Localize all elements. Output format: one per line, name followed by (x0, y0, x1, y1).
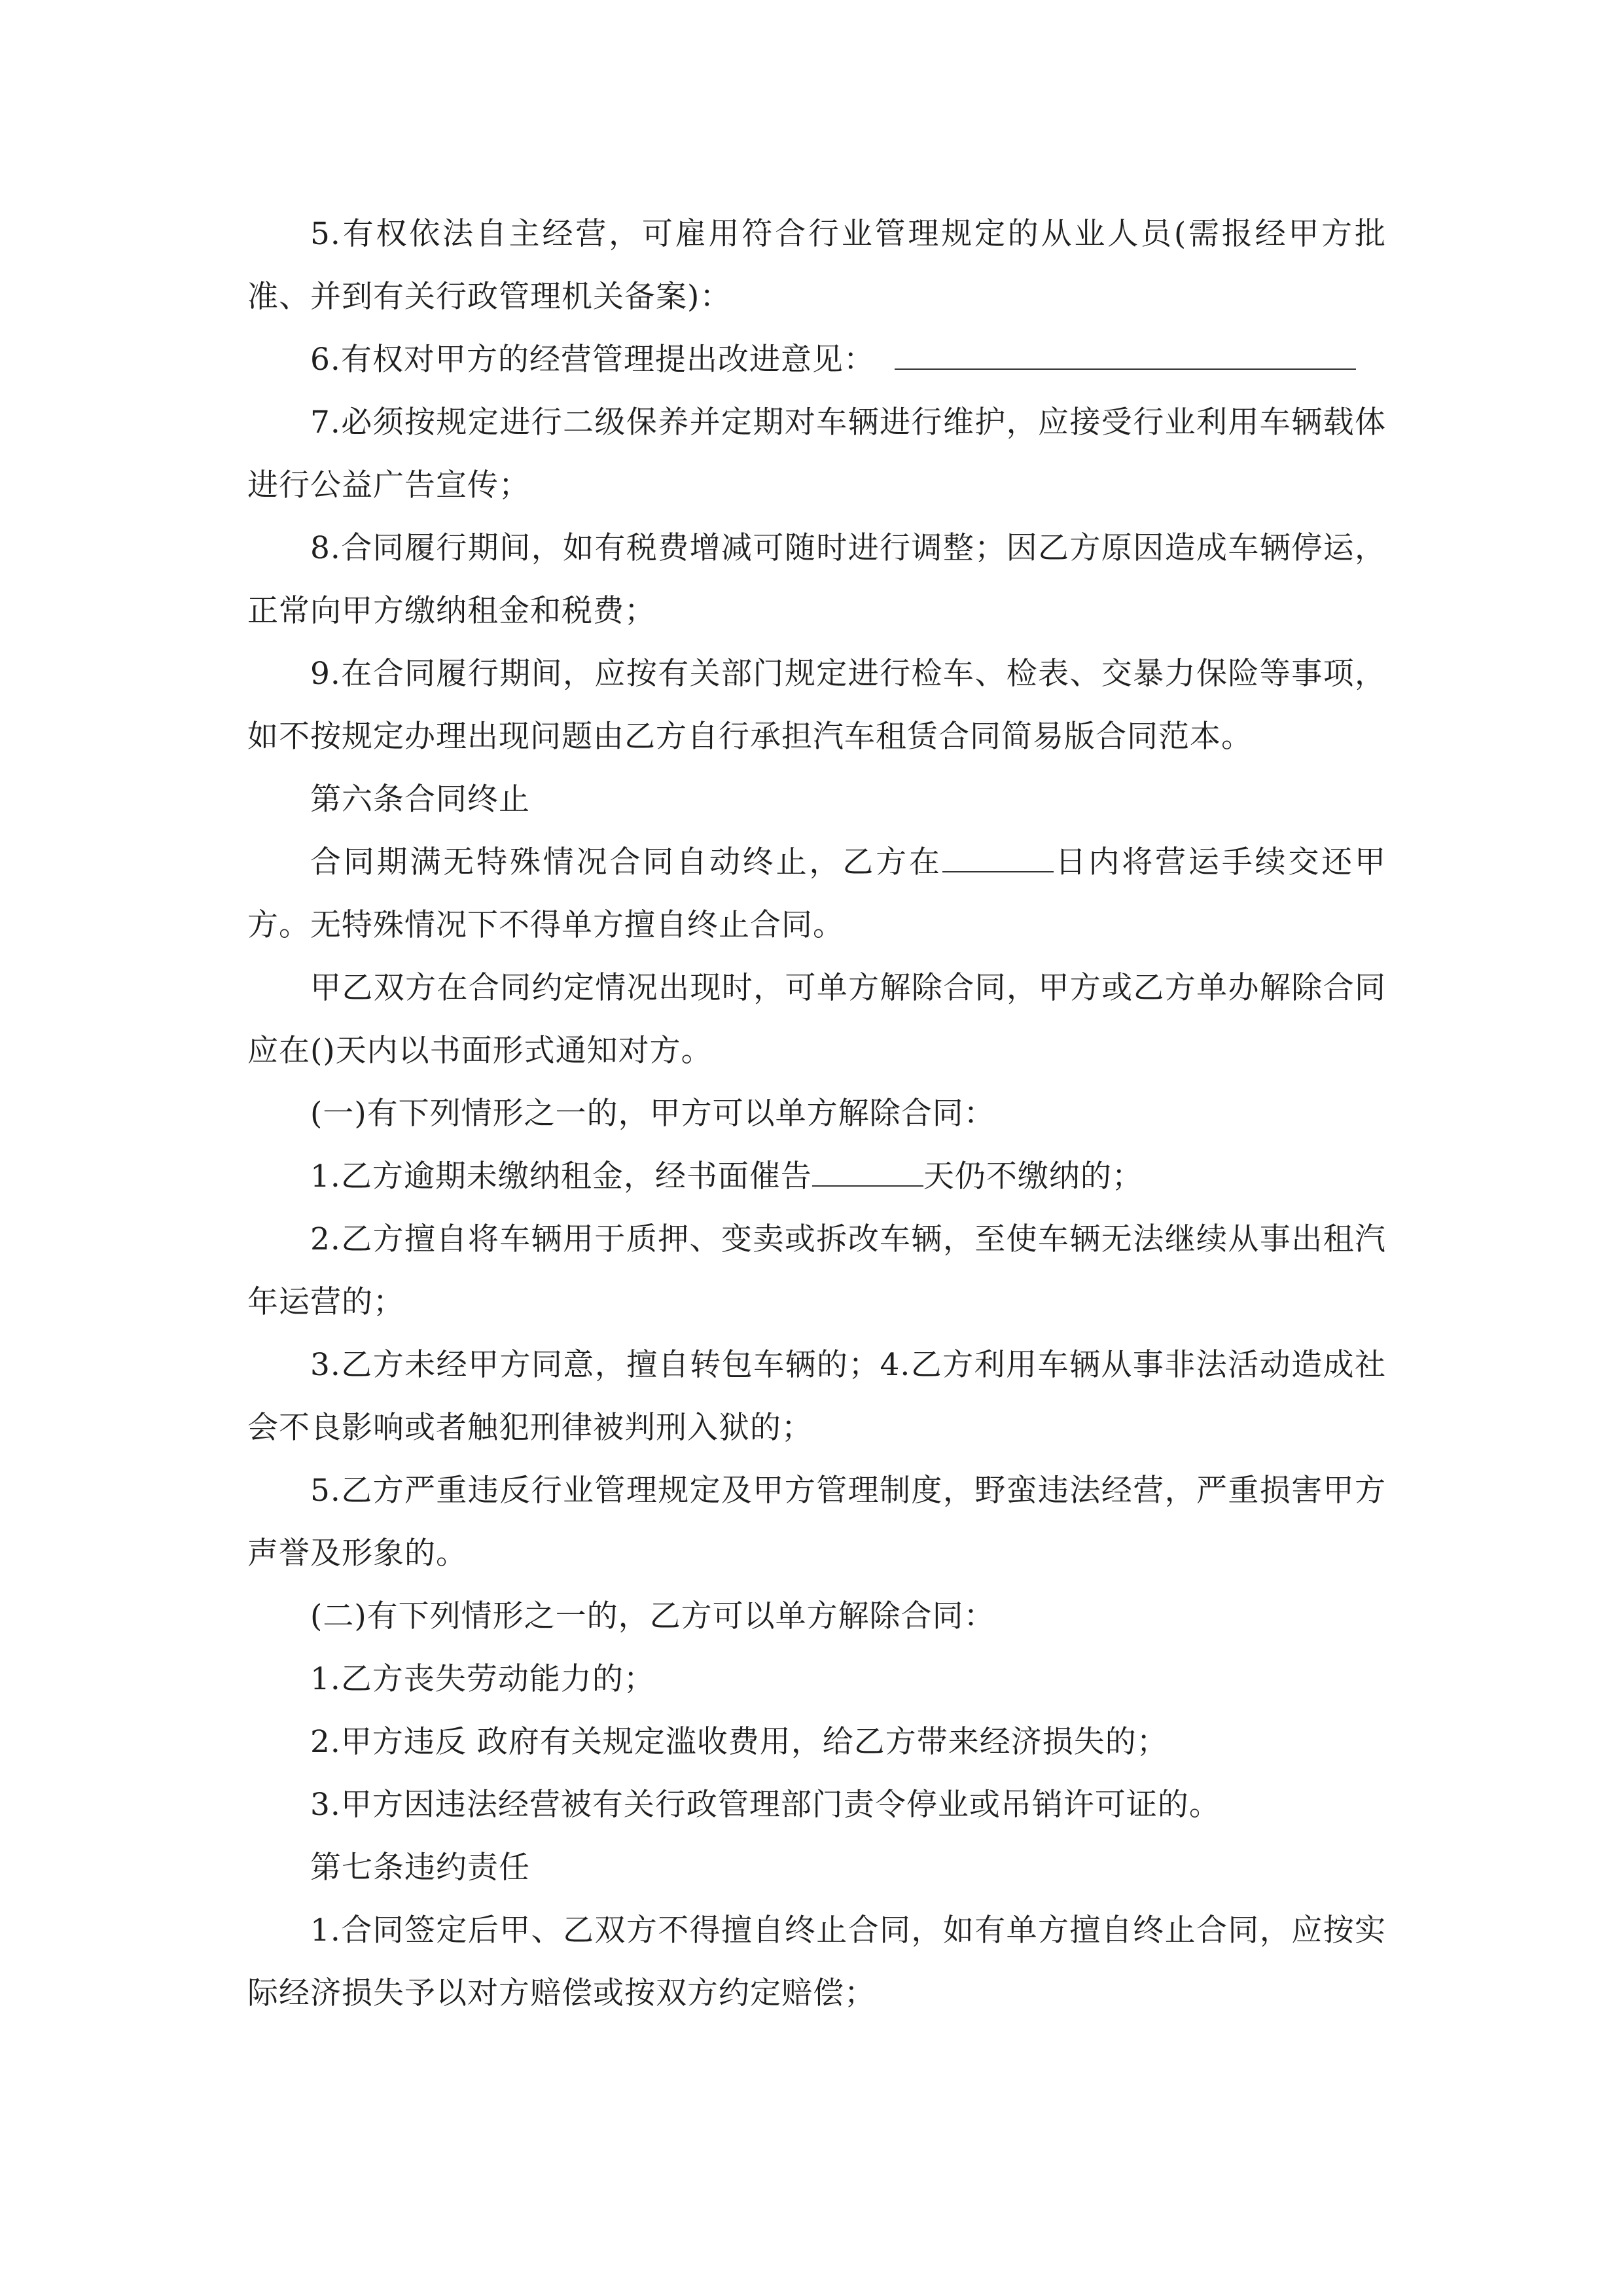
article-6-title: 第六条合同终止 (310, 781, 530, 817)
clause-5-text: 5.有权依法自主经营，可雇用符合行业管理规定的从业人员(需报经甲方批准、并到有关行政管理机关备案)： (247, 216, 1386, 315)
party-a-item-5 (247, 1460, 1386, 1585)
party-a-item-3 (247, 1334, 1386, 1460)
clause-5-paragraph (247, 203, 1386, 329)
liability-item-1 (247, 1899, 1386, 2025)
clause-6-paragraph (247, 329, 1386, 391)
section-2-title: (二)有下列情形之一的，乙方可以单方解除合同： (310, 1598, 995, 1634)
party-a-item-5-text: 5.乙方严重违反行业管理规定及甲方管理制度，野蛮违法经营，严重损害甲方声誉及形象的。 (247, 1473, 1386, 1571)
termination-paragraph-1 (247, 831, 1386, 957)
termination-text-1-after: 日内将营运手续交还甲方。无特殊情况下不得单方擅自终止合同。 (247, 844, 1387, 943)
article-7-heading (247, 1837, 1386, 1899)
clause-9-text: 9.在合同履行期间，应按有关部门规定进行检车、检表、交暴力保险等事项，如不按规定办理出现问题由乙方自行承担汽车租赁合同简易版合同范本。 (247, 656, 1386, 755)
section-1-heading (247, 1083, 1386, 1145)
fill-in-blank (942, 841, 1054, 872)
section-2-heading (247, 1585, 1386, 1648)
termination-text-1-before: 合同期满无特殊情况合同自动终止，乙方在 (310, 844, 942, 880)
clause-8-paragraph (247, 517, 1386, 643)
liability-item-1-text: 1.合同签定后甲、乙双方不得擅自终止合同，如有单方擅自终止合同，应按实际经济损失予以对方赔偿或按双方约定赔偿； (247, 1912, 1386, 2011)
clause-9-paragraph (247, 643, 1386, 768)
party-b-item-3 (247, 1774, 1386, 1837)
party-a-item-3-text: 3.乙方未经甲方同意，擅自转包车辆的；4.乙方利用车辆从事非法活动造成社会不良影响或者触犯刑律被判刑入狱的； (247, 1347, 1386, 1446)
clause-8-text: 8.合同履行期间，如有税费增减可随时进行调整；因乙方原因造成车辆停运，正常向甲方缴纳租金和税费； (247, 530, 1386, 629)
party-b-item-2 (247, 1711, 1386, 1774)
party-a-item-1 (247, 1145, 1386, 1208)
fill-in-blank (895, 338, 1356, 370)
party-a-item-2 (247, 1208, 1386, 1334)
party-b-item-1 (247, 1648, 1386, 1711)
party-a-item-1-before: 1.乙方逾期未缴纳租金，经书面催告 (310, 1158, 812, 1194)
party-b-item-1-text: 1.乙方丧失劳动能力的； (310, 1661, 655, 1697)
termination-text-2: 甲乙双方在合同约定情况出现时，可单方解除合同，甲方或乙方单办解除合同应在()天内以书面形式通知对方。 (247, 970, 1386, 1069)
article-7-title: 第七条违约责任 (310, 1850, 530, 1886)
party-a-item-2-text: 2.乙方擅自将车辆用于质押、变卖或拆改车辆，至使车辆无法继续从事出租汽年运营的； (247, 1221, 1386, 1320)
clause-7-paragraph (247, 391, 1386, 517)
section-1-title: (一)有下列情形之一的，甲方可以单方解除合同： (310, 1096, 995, 1132)
termination-paragraph-2 (247, 957, 1386, 1083)
party-b-item-2-text: 2.甲方违反 政府有关规定滥收费用，给乙方带来经济损失的； (310, 1724, 1168, 1760)
fill-in-blank (812, 1155, 923, 1187)
party-a-item-1-after: 天仍不缴纳的； (923, 1158, 1143, 1194)
clause-6-text: 6.有权对甲方的经营管理提出改进意见： (310, 342, 875, 378)
document-body (247, 203, 1386, 2025)
article-6-heading (247, 768, 1386, 831)
clause-7-text: 7.必须按规定进行二级保养并定期对车辆进行维护，应接受行业利用车辆载体进行公益广告宣传； (247, 404, 1386, 503)
party-b-item-3-text: 3.甲方因违法经营被有关行政管理部门责令停业或吊销许可证的。 (310, 1787, 1221, 1823)
